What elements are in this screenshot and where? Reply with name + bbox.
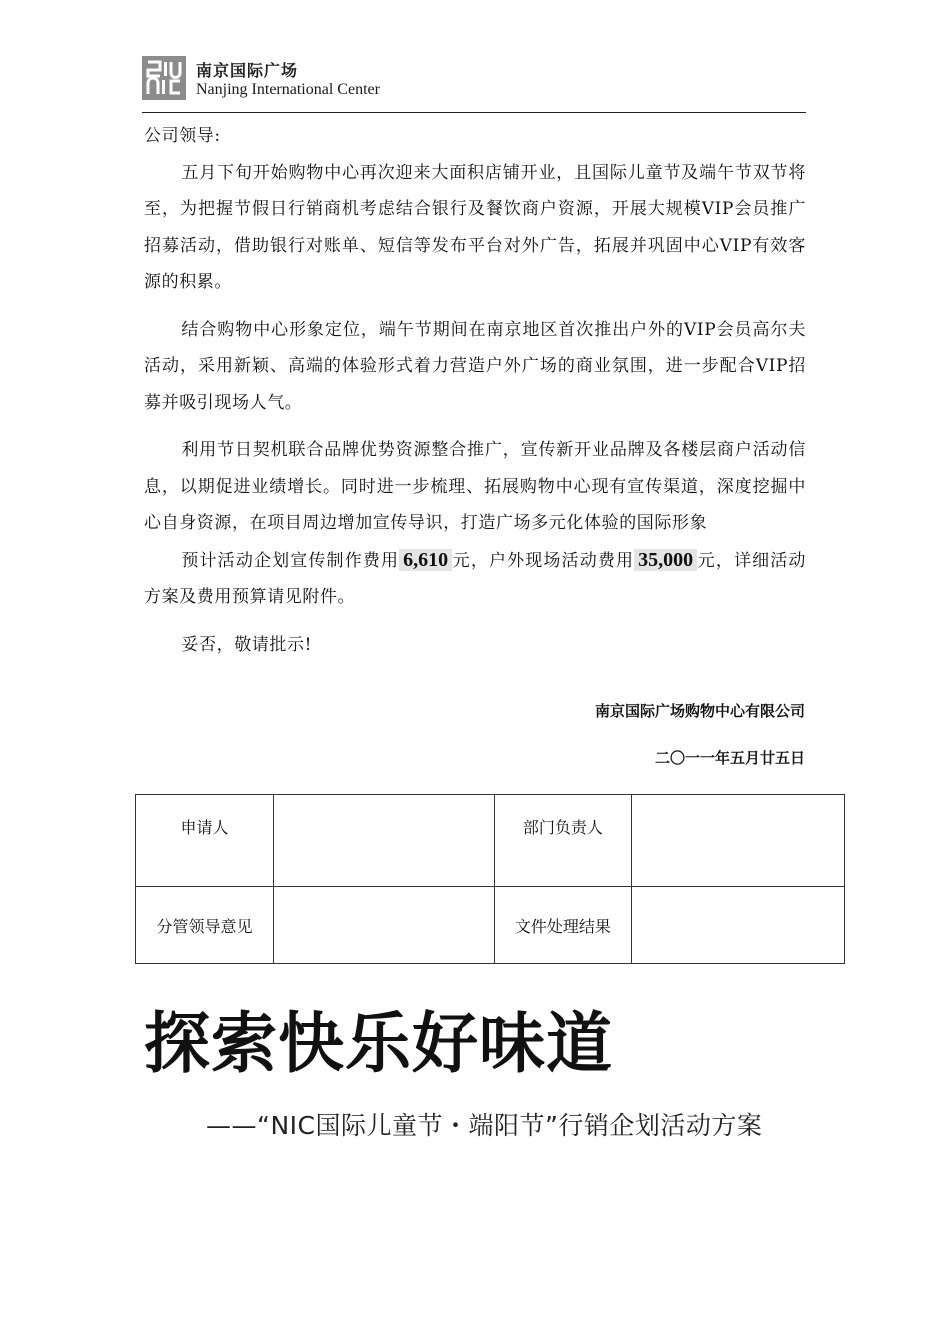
planning-cost-value: 6,610 [399,549,452,571]
salutation: 公司领导: [144,126,221,146]
leader-opinion-label: 分管领导意见 [136,887,274,964]
plan-title: 探索快乐好味道 [144,1005,613,1082]
signature-company: 南京国际广场购物中心有限公司 [594,702,805,720]
cost-text-a: 预计活动企划宣传制作费用 [181,550,400,571]
header-divider [142,112,806,113]
nic-logo-icon [142,56,186,100]
approval-table [135,794,845,964]
cost-text-b: 元，户外现场活动费用 [452,550,635,571]
company-name-en: Nanjing International Center [196,81,380,98]
paragraph-1: 五月下旬开始购物中心再次迎来大面积店铺开业，且国际儿童节及端午节双节将至，为把握节假日行销商机考虑结合银行及餐饮商户资源，开展大规模VIP会员推广招募活动，借助银行对账单、短信等发布平台对外广告，拓展并巩固中心VIP有效客源的积累。 [144,162,806,292]
applicant-label: 申请人 [136,795,274,887]
signature-date: 二〇一一年五月廿五日 [654,749,805,767]
paragraph-4 [144,542,806,616]
cost-text-c: 元，详细活动方案及费用预算请见附件。 [144,550,807,607]
company-name-cn: 南京国际广场 [196,61,299,80]
letter-body [144,118,806,663]
closing: 妥否，敬请批示! [181,634,313,655]
result-field[interactable] [631,887,844,964]
paragraph-2: 结合购物中心形象定位，端午节期间在南京地区首次推出户外的VIP会员高尔夫活动，采用新颖、高端的体验形式着力营造户外广场的商业氛围，进一步配合VIP招募并吸引现场人气。 [144,319,806,413]
paragraph-3: 利用节日契机联合品牌优势资源整合推广，宣传新开业品牌及各楼层商户活动信息，以期促进业绩增长。同时进一步梳理、拓展购物中心现有宣传渠道，深度挖掘中心自身资源，在项目周边增加宣传导识，打造广场多元化体验的国际形象 [144,440,806,533]
plan-subtitle: ——“NIC国际儿童节・端阳节”行销企划活动方案 [206,1111,763,1140]
applicant-field[interactable] [273,795,494,887]
result-label: 文件处理结果 [494,887,631,964]
leader-opinion-field[interactable] [273,887,494,964]
dept-head-field[interactable] [631,795,844,887]
dept-head-label: 部门负责人 [494,795,631,887]
event-cost-value: 35,000 [634,549,697,571]
table-row [136,795,845,887]
table-row [136,887,845,964]
